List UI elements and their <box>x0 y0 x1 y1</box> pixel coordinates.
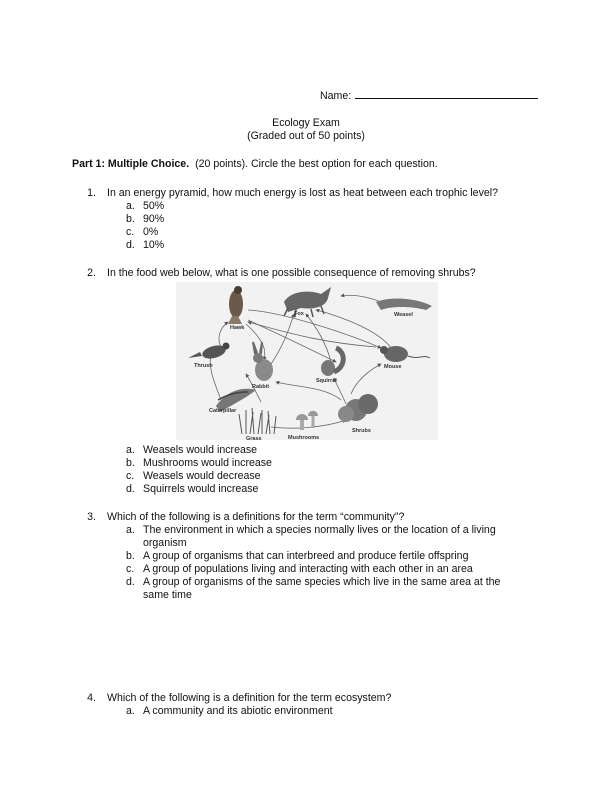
option-text[interactable]: A community and its abiotic environment <box>143 705 333 717</box>
option-letter: c. <box>126 470 135 482</box>
squirrel-label: Squirrel <box>316 378 337 384</box>
option-letter: a. <box>126 705 135 717</box>
question-number: 4. <box>87 692 96 704</box>
exam-subtitle: (Graded out of 50 points) <box>247 130 365 142</box>
weasel-icon <box>376 299 432 310</box>
option-text[interactable]: 0% <box>143 226 159 238</box>
caterpillar-label: Caterpillar <box>209 408 237 414</box>
question-number: 3. <box>87 511 96 523</box>
option-letter: d. <box>126 576 135 588</box>
arrow <box>210 354 221 400</box>
option-letter: b. <box>126 457 135 469</box>
option-letter: a. <box>126 524 135 536</box>
arrow <box>341 295 381 302</box>
question-number: 2. <box>87 267 96 279</box>
mouse-icon <box>380 346 430 362</box>
option-letter: d. <box>126 483 135 495</box>
option-text[interactable]: A group of organisms that can interbreed and produce fertile offspring <box>143 550 469 562</box>
rabbit-label: Rabbit <box>252 384 270 390</box>
option-letter: a. <box>126 444 135 456</box>
option-text[interactable]: Squirrels would increase <box>143 483 259 495</box>
thrush-icon <box>188 343 230 361</box>
shrubs-icon <box>338 394 378 422</box>
option-letter: c. <box>126 563 135 575</box>
food-web-diagram <box>176 282 438 440</box>
mouse-label: Mouse <box>384 364 402 370</box>
question-text: Which of the following is a definition for the term ecosystem? <box>107 692 392 704</box>
option-letter: b. <box>126 213 135 225</box>
arrow <box>276 382 341 400</box>
rabbit-icon <box>253 342 273 381</box>
arrow <box>316 310 391 348</box>
food-web-svg <box>176 282 438 440</box>
name-field <box>320 88 538 103</box>
fox-label: Fox <box>294 311 304 317</box>
hawk-icon <box>228 286 243 324</box>
arrow <box>248 322 376 347</box>
option-text[interactable]: Weasels would decrease <box>143 470 261 482</box>
shrubs-label: Shrubs <box>352 428 371 434</box>
question-text: In an energy pyramid, how much energy is lost as heat between each trophic level? <box>107 187 499 199</box>
option-text[interactable]: A group of populations living and interacting with each other in an area <box>143 563 473 575</box>
grass-icon <box>239 408 276 434</box>
option-text[interactable]: 10% <box>143 239 165 251</box>
weasel-label: Weasel <box>394 312 413 318</box>
part1-instructions: (20 points). Circle the best option for each question. <box>195 158 438 170</box>
thrush-label: Thrush <box>194 363 213 369</box>
question-text: Which of the following is a definitions for the term “community”? <box>107 511 405 523</box>
exam-title: Ecology Exam <box>272 117 340 129</box>
option-text[interactable]: Weasels would increase <box>143 444 258 456</box>
question-text: In the food web below, what is one possible consequence of removing shrubs? <box>107 267 476 279</box>
arrow <box>271 420 346 428</box>
option-text[interactable]: The environment in which a species normally lives or the location of a living organism <box>143 524 496 549</box>
question-number: 1. <box>87 187 96 199</box>
option-text[interactable]: 50% <box>143 200 165 212</box>
option-letter: b. <box>126 550 135 562</box>
option-text[interactable]: Mushrooms would increase <box>143 457 272 469</box>
part1-heading: Part 1: Multiple Choice. <box>72 158 190 170</box>
name-label: Name: <box>320 90 352 102</box>
option-text[interactable]: A group of organisms of the same species which live in the same area at the same time <box>143 576 501 601</box>
squirrel-icon <box>321 348 343 376</box>
name-blank-line[interactable] <box>355 88 538 99</box>
arrow <box>351 364 381 394</box>
option-letter: d. <box>126 239 135 251</box>
option-text[interactable]: 90% <box>143 213 165 225</box>
option-letter: a. <box>126 200 135 212</box>
hawk-label: Hawk <box>230 325 245 331</box>
part1-heading-line <box>72 158 438 171</box>
arrow <box>271 314 294 364</box>
fox-icon <box>284 287 331 317</box>
mushrooms-label: Mushrooms <box>288 435 320 440</box>
grass-label: Grass <box>246 436 262 440</box>
option-letter: c. <box>126 226 135 238</box>
